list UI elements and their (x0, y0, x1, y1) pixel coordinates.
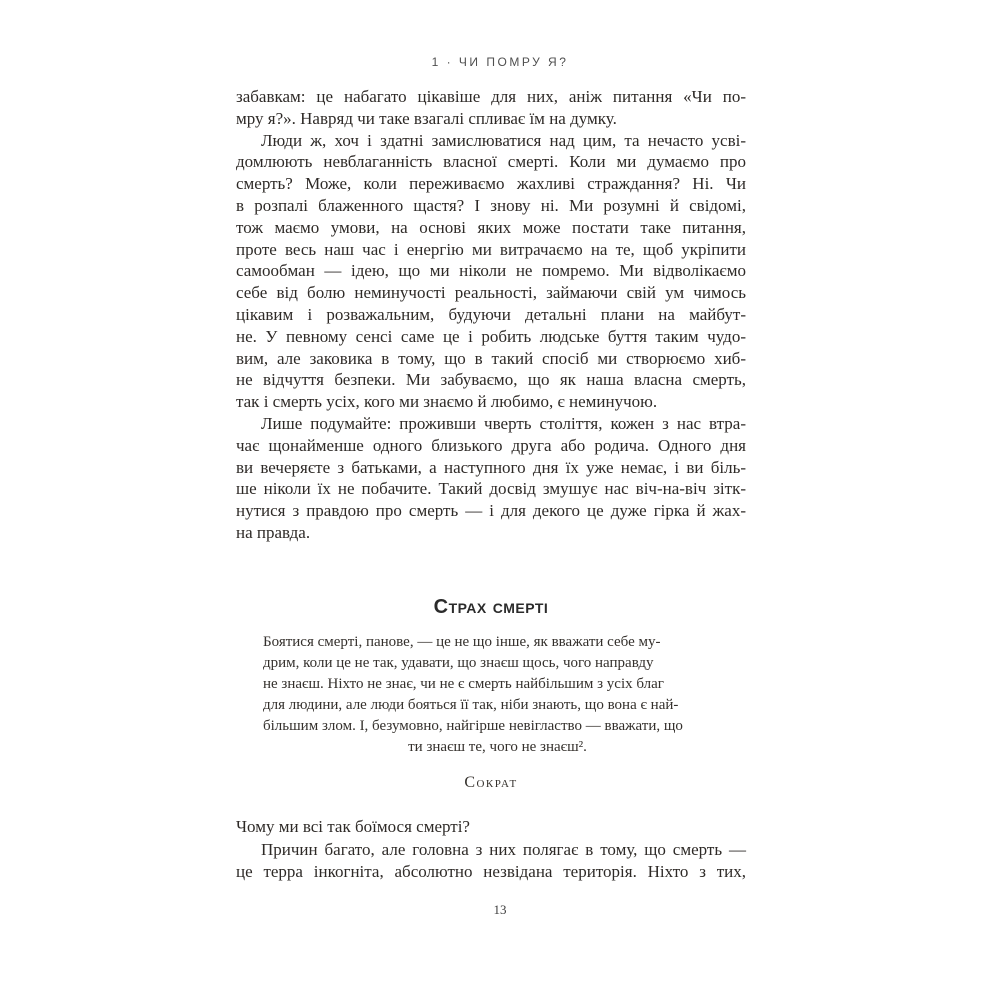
text-line: мру я?». Навряд чи таке взагалі спливає їм на думку. (236, 108, 617, 128)
section-heading: Страх смерті (433, 596, 549, 618)
text-line: смерть? Може, коли переживаємо жахливі страждання? Ні. Чи (236, 174, 746, 194)
text-line: не. У певному сенсі саме це і робить людське буття таким чудо- (236, 326, 746, 346)
text-line: забавкам: це набагато цікавіше для них, аніж питання «Чи по- (236, 87, 746, 106)
text-line: так і смерть усіх, кого ми знаємо й любимо, є неминучою. (236, 392, 658, 412)
text-line: Чому ми всі так боїмося смерті? (236, 817, 470, 836)
text-line: це терра інкогніта, абсолютно незвідана територія. Ніхто з тих, (236, 862, 746, 881)
text-line: самообман — ідею, що ми ніколи не помремо. Ми відволікаємо (236, 261, 746, 281)
page-body-bottom (236, 816, 746, 884)
text-line: цікавим і розважальним, будуючи детальні плани на майбут- (236, 304, 746, 324)
page-number: 13 (493, 902, 507, 917)
text-line: проте весь наш час і енергію ми витрачаємо на те, щоб укріпити (236, 239, 746, 259)
paragraph (236, 130, 746, 413)
running-header: 1 · ЧИ ПОМРУ Я? (431, 55, 569, 69)
text-line: себе від болю неминучості реальності, займаючи свій ум чимось (236, 283, 746, 303)
text-line: дрим, коли це не так, удавати, що знаєш щось, чого направду (263, 655, 654, 671)
text-line: ви вечеряєте з батьками, а наступного дня їх уже немає, і ви біль- (236, 457, 746, 477)
paragraph-continuation (236, 86, 746, 130)
paragraph (236, 413, 746, 544)
text-line: чає щонайменше одного близького друга або родича. Одного дня (236, 435, 746, 455)
page-body-text (236, 86, 746, 544)
text-line: вим, але заковика в тому, що в такий спосіб ми створюємо хиб- (236, 348, 746, 368)
epigraph-quote (236, 632, 746, 758)
text-line: Причин багато, але головна з них полягає в тому, що смерть — (261, 839, 746, 859)
paragraph (236, 839, 746, 884)
text-line: Лише подумайте: проживши чверть століття, кожен з нас втра- (261, 413, 746, 433)
quote-attribution: Сократ (464, 774, 518, 791)
text-line: домлюють невблаганність власної смерті. Коли ми думаємо про (236, 152, 746, 172)
text-line: більшим злом. І, безумовно, найгірше невігластво — вважати, що (263, 718, 683, 734)
text-line: не знаєш. Ніхто не знає, чи не є смерть найбільшим з усіх благ (263, 676, 664, 692)
text-line: тож маємо умови, на основі яких може постати таке питання, (236, 217, 746, 237)
paragraph-question (236, 816, 746, 839)
text-line: ти знаєш те, чого не знаєш². (408, 739, 587, 755)
text-line: Боятися смерті, панове, — це не що інше, як вважати себе му- (263, 634, 661, 650)
text-line: не відчуття безпеки. Ми забуваємо, що як наша власна смерть, (236, 370, 746, 390)
text-line: Люди ж, хоч і здатні замислюватися над цим, та нечасто усві- (261, 130, 746, 150)
text-line: для людини, але люди бояться її так, ніби знають, що вона є най- (263, 697, 679, 713)
text-line: нутися з правдою про смерть — і для декого це дуже гірка й жах- (236, 501, 746, 521)
text-line: на правда. (236, 522, 311, 542)
text-line: в розпалі блаженного щастя? І знову ні. Ми розумні й свідомі, (236, 195, 746, 215)
text-line: ше ніколи їх не побачите. Такий досвід змушує нас віч-на-віч зітк- (236, 479, 746, 499)
